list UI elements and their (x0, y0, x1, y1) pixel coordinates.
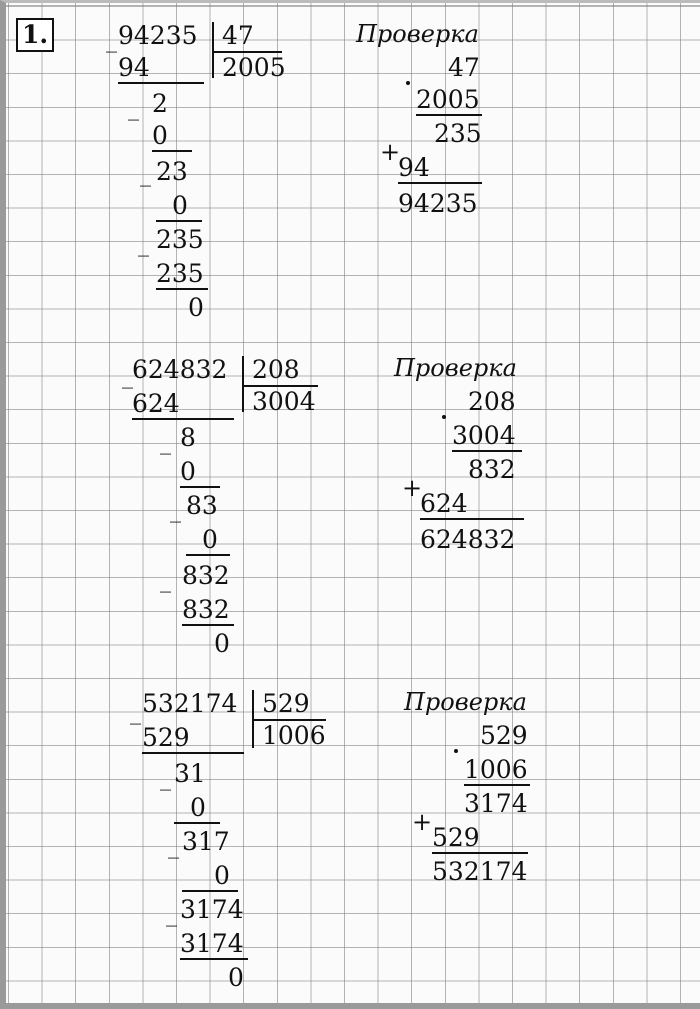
step-subtrahend: 832 (182, 596, 234, 626)
check-partial-product: 624 (420, 490, 524, 520)
dividend: 532174 (142, 689, 238, 718)
minus-sign: _ (160, 766, 171, 791)
check-factor: 3004 (452, 422, 522, 452)
step-remainder: 8 (180, 423, 196, 452)
check-factor: 1006 (464, 756, 530, 786)
check-partial-product: 235 (434, 119, 482, 148)
step-subtrahend: 94 (118, 54, 204, 84)
check-partial-product: 832 (468, 455, 516, 484)
minus-sign: _ (128, 96, 139, 121)
dividend: 624832 (132, 355, 228, 384)
quotient: 2005 (222, 53, 286, 82)
task-number: 1. (16, 18, 54, 52)
step-subtrahend: 235 (156, 260, 208, 290)
minus-sign: _ (160, 568, 171, 593)
step-subtrahend: 3174 (180, 930, 248, 960)
plus-sign: + (402, 474, 423, 502)
plus-sign: + (412, 808, 433, 836)
check-partial-product: 529 (432, 824, 528, 854)
minus-sign: _ (170, 498, 181, 523)
step-subtrahend: 0 (156, 192, 202, 222)
division-bar (242, 356, 244, 412)
check-factor: 529 (480, 721, 528, 750)
step-subtrahend: 0 (180, 458, 220, 488)
quotient: 1006 (262, 721, 326, 750)
check-result: 532174 (432, 857, 528, 886)
check-partial-product: 94 (398, 154, 482, 184)
division-bar (212, 22, 214, 78)
divisor: 47 (222, 21, 254, 50)
step-remainder: 2 (152, 89, 168, 118)
plus-sign: + (380, 138, 401, 166)
step-subtrahend: 624 (132, 390, 234, 420)
check-partial-product: 3174 (464, 789, 528, 818)
step-subtrahend: 0 (186, 526, 230, 556)
check-title: Проверка (394, 354, 517, 382)
step-remainder: 317 (182, 827, 230, 856)
minus-sign: _ (106, 28, 117, 53)
check-title: Проверка (356, 20, 479, 48)
step-subtrahend: 0 (152, 122, 192, 152)
check-factor: 208 (468, 387, 516, 416)
check-title: Проверка (404, 688, 527, 716)
minus-sign: _ (138, 232, 149, 257)
step-subtrahend: 0 (174, 794, 220, 824)
minus-sign: _ (140, 162, 151, 187)
final-remainder: 0 (214, 629, 230, 658)
step-remainder: 832 (182, 561, 230, 590)
multiply-dot (406, 81, 410, 85)
divisor: 529 (262, 689, 310, 718)
check-result: 624832 (420, 525, 516, 554)
step-subtrahend: 529 (142, 724, 244, 754)
step-subtrahend: 0 (182, 862, 238, 892)
quotient: 3004 (252, 387, 316, 416)
minus-sign: _ (160, 430, 171, 455)
final-remainder: 0 (188, 293, 204, 322)
minus-sign: _ (166, 902, 177, 927)
dividend: 94235 (118, 21, 198, 50)
step-remainder: 83 (186, 491, 218, 520)
multiply-dot (442, 415, 446, 419)
minus-sign: _ (168, 834, 179, 859)
step-remainder: 23 (156, 157, 188, 186)
check-result: 94235 (398, 189, 478, 218)
minus-sign: _ (130, 700, 141, 725)
check-factor: 2005 (416, 86, 482, 116)
step-remainder: 31 (174, 759, 206, 788)
final-remainder: 0 (228, 963, 244, 992)
minus-sign: _ (122, 364, 133, 389)
step-remainder: 3174 (180, 895, 244, 924)
step-remainder: 235 (156, 225, 204, 254)
multiply-dot (454, 749, 458, 753)
divisor: 208 (252, 355, 300, 384)
check-factor: 47 (448, 53, 480, 82)
